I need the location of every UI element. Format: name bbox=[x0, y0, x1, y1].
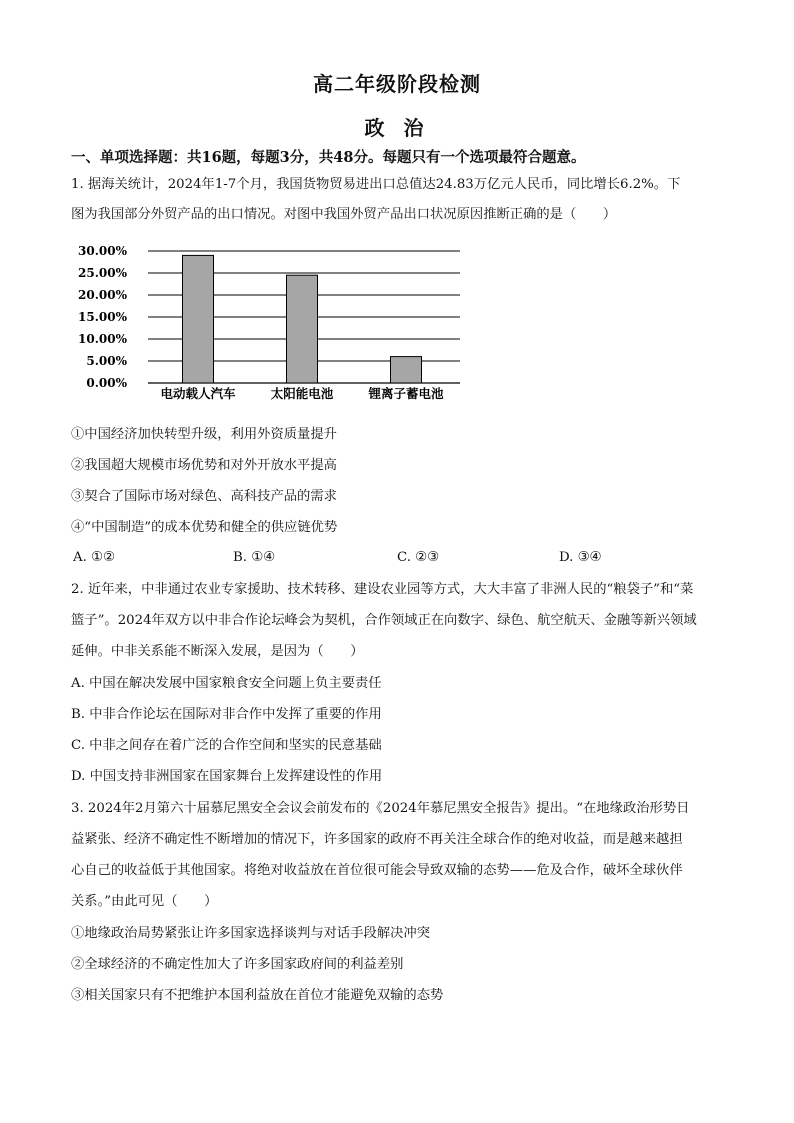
y-tick-label: 20.00% bbox=[78, 288, 127, 302]
x-tick-label: 太阳能电池 bbox=[270, 386, 334, 401]
q2-option-a[interactable]: A. 中国在解决发展中国家粮食安全问题上负主要责任 bbox=[71, 676, 382, 691]
q1-option-b[interactable]: B. ①④ bbox=[233, 550, 276, 565]
q1-item-3: ③契合了国际市场对绿色、高科技产品的需求 bbox=[71, 489, 337, 504]
q3-item-3: ③相关国家只有不把维护本国利益放在首位才能避免双输的态势 bbox=[71, 988, 444, 1003]
section-heading: 一、单项选择题：共16题，每题3分，共48分。每题只有一个选项最符合题意。 bbox=[71, 149, 586, 166]
q3-stem-line4: 关系。”由此可见（ ） bbox=[71, 894, 218, 909]
subject-title: 政 治 bbox=[364, 116, 430, 140]
y-tick-label: 25.00% bbox=[78, 266, 127, 280]
x-tick-label: 电动载人汽车 bbox=[160, 386, 236, 401]
q3-stem-line2: 益紧张、经济不确定性不断增加的情况下，许多国家的政府不再关注全球合作的绝对收益，而是越来越担 bbox=[71, 832, 683, 847]
q2-option-b[interactable]: B. 中非合作论坛在国际对非合作中发挥了重要的作用 bbox=[71, 707, 382, 722]
q1-item-1: ①中国经济加快转型升级，利用外资质量提升 bbox=[71, 427, 337, 442]
bar bbox=[183, 255, 214, 383]
q2-stem-line3: 延伸。中非关系能不断深入发展，是因为（ ） bbox=[71, 644, 364, 659]
exam-title: 高二年级阶段检测 bbox=[313, 72, 481, 96]
y-tick-label: 0.00% bbox=[86, 376, 127, 390]
y-tick-label: 5.00% bbox=[86, 354, 127, 368]
q3-stem-line1: 3. 2024年2月第六十届慕尼黑安全会议会前发布的《2024年慕尼黑安全报告》提出。“在地缘政治形势日 bbox=[71, 801, 690, 816]
q1-item-4: ④“中国制造”的成本优势和健全的供应链优势 bbox=[71, 520, 338, 535]
q1-option-c[interactable]: C. ②③ bbox=[397, 550, 439, 565]
y-tick-label: 30.00% bbox=[78, 244, 127, 258]
q1-item-2: ②我国超大规模市场优势和对外开放水平提高 bbox=[71, 458, 337, 473]
q1-stem-line1: 1. 据海关统计，2024年1-7个月，我国货物贸易进出口总值达24.83万亿元人民币，同比增长6.2%。下 bbox=[71, 177, 681, 192]
q2-option-c[interactable]: C. 中非之间存在着广泛的合作空间和坚实的民意基础 bbox=[71, 738, 382, 753]
q2-option-d[interactable]: D. 中国支持非洲国家在国家舞台上发挥建设性的作用 bbox=[71, 769, 383, 784]
chart-bars bbox=[183, 255, 422, 383]
bar bbox=[287, 275, 318, 383]
chart-y-tick-labels bbox=[78, 244, 128, 390]
chart-x-tick-labels bbox=[160, 386, 444, 401]
q3-item-1: ①地缘政治局势紧张让许多国家选择谈判与对话手段解决冲突 bbox=[71, 926, 431, 941]
q3-stem-line3: 心自己的收益低于其他国家。将绝对收益放在首位很可能会导致双输的态势——危及合作，破坏全球伙伴 bbox=[71, 863, 683, 878]
q3-item-2: ②全球经济的不确定性加大了许多国家政府间的利益差别 bbox=[71, 957, 404, 972]
y-tick-label: 10.00% bbox=[78, 332, 127, 346]
y-tick-label: 15.00% bbox=[78, 310, 127, 324]
q1-stem-line2: 图为我国部分外贸产品的出口情况。对图中我国外贸产品出口状况原因推断正确的是（ ） bbox=[71, 207, 617, 222]
q2-stem-line1: 2. 近年来，中非通过农业专家援助、技术转移、建设农业园等方式，大大丰富了非洲人民的“粮袋子”和“菜 bbox=[71, 582, 694, 597]
x-tick-label: 锂离子蓄电池 bbox=[368, 386, 444, 401]
q2-stem-line2: 篮子”。2024年双方以中非合作论坛峰会为契机，合作领域正在向数字、绿色、航空航天、金融等新兴领域 bbox=[71, 613, 697, 628]
q1-option-a[interactable]: A. ①② bbox=[73, 550, 115, 565]
q1-option-d[interactable]: D. ③④ bbox=[559, 550, 602, 565]
bar bbox=[391, 357, 422, 383]
export-bar-chart bbox=[70, 240, 470, 410]
